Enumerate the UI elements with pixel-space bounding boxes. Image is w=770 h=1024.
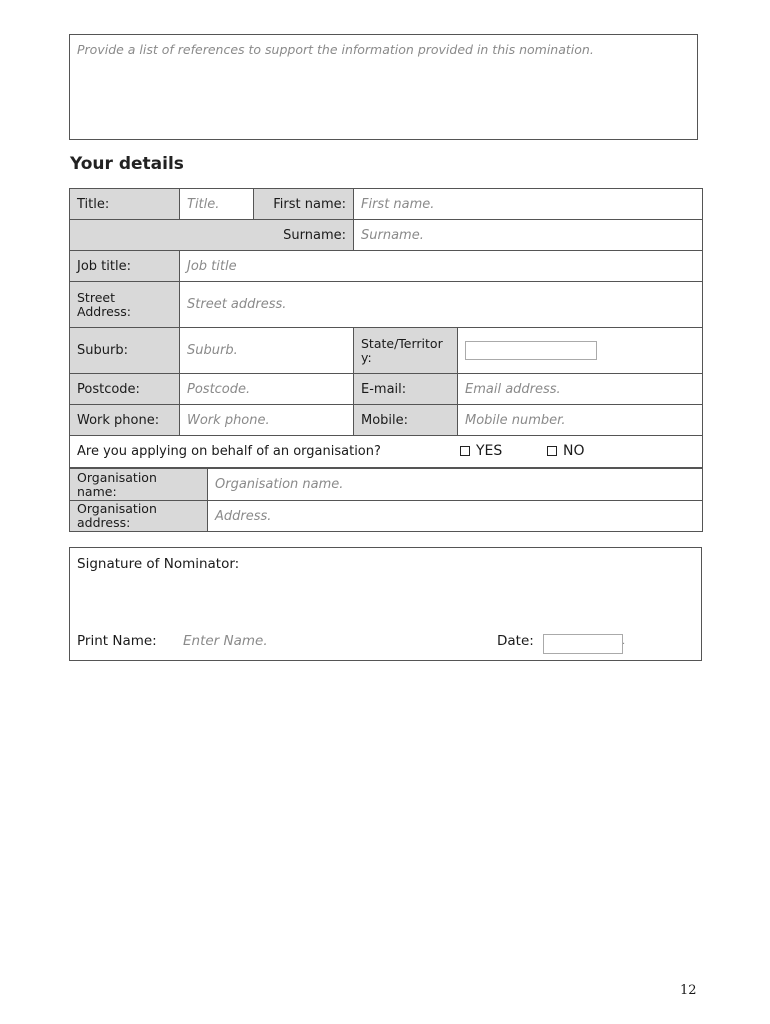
references-placeholder: Provide a list of references to support the information provided in this nomination. (77, 42, 594, 57)
no-label: NO (563, 443, 585, 459)
yes-option[interactable] (460, 443, 502, 459)
references-field[interactable] (69, 34, 698, 140)
postcode-field[interactable]: Postcode. (180, 374, 354, 405)
organisation-question-row (70, 436, 703, 468)
section-title: Your details (70, 154, 184, 174)
organisation-table (69, 468, 703, 532)
suburb-label: Suburb: (70, 328, 180, 374)
yes-label: YES (476, 443, 503, 459)
date-input[interactable] (543, 634, 626, 654)
organisation-address-field[interactable]: Address. (208, 501, 703, 532)
organisation-name-field[interactable]: Organisation name. (208, 469, 703, 501)
job-title-label: Job title: (70, 251, 180, 282)
mobile-label: Mobile: (354, 405, 458, 436)
first-name-label: First name: (254, 189, 354, 220)
surname-field[interactable]: Surname. (354, 220, 703, 251)
postcode-label: Postcode: (70, 374, 180, 405)
title-label: Title: (70, 189, 180, 220)
street-address-field[interactable]: Street address. (180, 282, 703, 328)
mobile-field[interactable]: Mobile number. (458, 405, 703, 436)
date-label: Date: (497, 633, 534, 649)
print-name-label: Print Name: (77, 633, 157, 649)
work-phone-field[interactable]: Work phone. (180, 405, 354, 436)
street-address-label: Street Address: (70, 282, 180, 328)
email-field[interactable]: Email address. (458, 374, 703, 405)
state-territory-label: State/Territory: (354, 328, 458, 374)
state-territory-input[interactable] (465, 341, 597, 360)
date-marker: . (622, 636, 626, 647)
email-label: E-mail: (354, 374, 458, 405)
signature-box (69, 547, 702, 661)
work-phone-label: Work phone: (70, 405, 180, 436)
suburb-field[interactable]: Suburb. (180, 328, 354, 374)
organisation-question: Are you applying on behalf of an organisation? (77, 444, 381, 459)
yes-checkbox[interactable] (460, 446, 470, 456)
state-territory-cell (458, 328, 703, 374)
surname-label: Surname: (70, 220, 354, 251)
organisation-name-label: Organisation name: (70, 469, 208, 501)
first-name-field[interactable]: First name. (354, 189, 703, 220)
page-number: 12 (680, 983, 697, 998)
no-option[interactable] (547, 443, 585, 459)
job-title-field[interactable]: Job title (180, 251, 703, 282)
print-name-field[interactable]: Enter Name. (183, 633, 268, 649)
no-checkbox[interactable] (547, 446, 557, 456)
organisation-address-label: Organisation address: (70, 501, 208, 532)
your-details-table (69, 188, 703, 468)
signature-label: Signature of Nominator: (77, 556, 240, 572)
title-field[interactable]: Title. (180, 189, 254, 220)
